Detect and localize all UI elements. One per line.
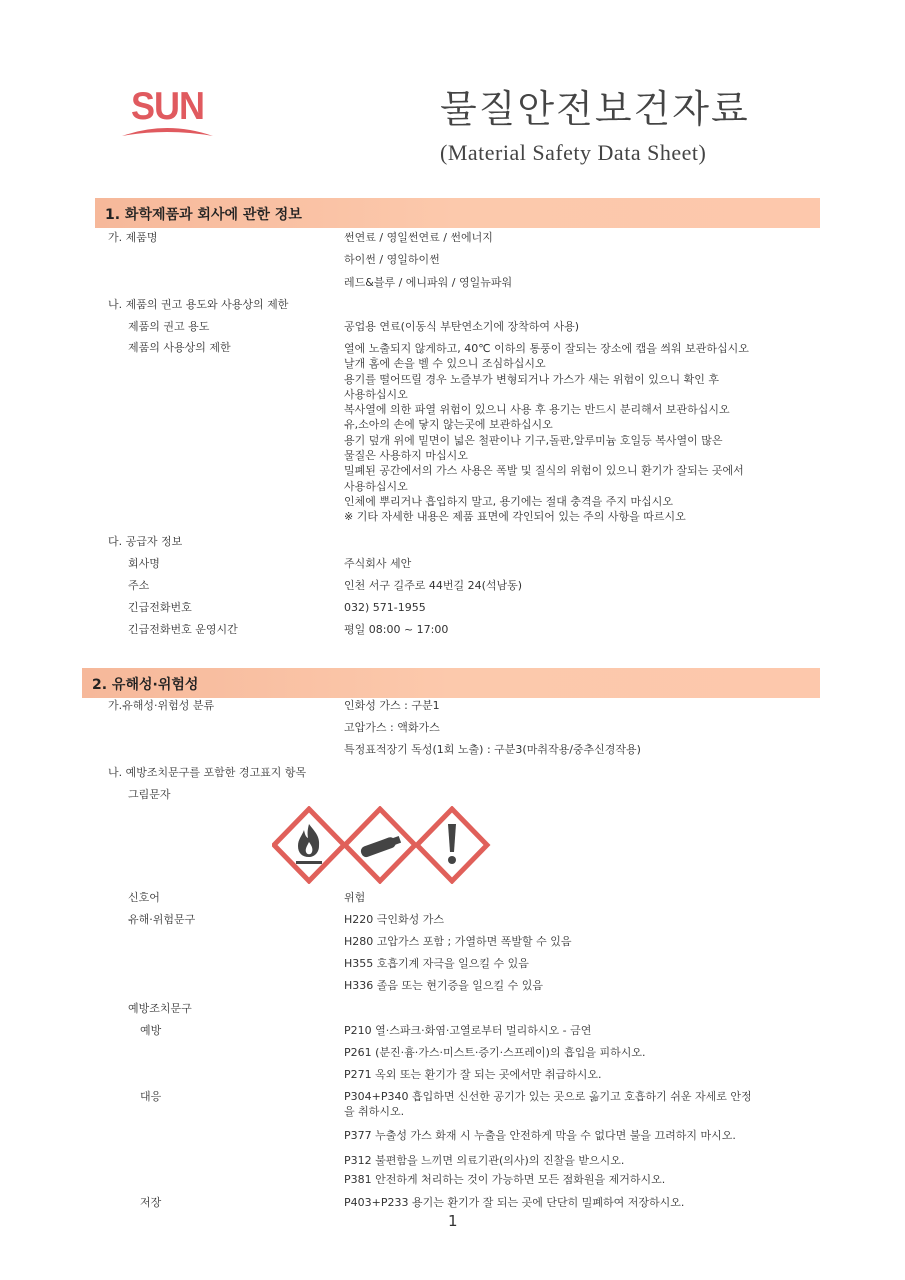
classification-label: 가.유해성·위험성 분류 xyxy=(108,699,215,712)
response-statement: P381 안전하게 처리하는 것이 가능하면 모든 점화원을 제거하시오. xyxy=(344,1173,666,1186)
company-label: 회사명 xyxy=(128,557,160,570)
hazard-statement: H336 졸음 또는 현기증을 일으킬 수 있음 xyxy=(344,979,544,992)
hazard-statement: H220 극인화성 가스 xyxy=(344,913,445,926)
restriction-text xyxy=(344,341,749,525)
section-1-header xyxy=(95,198,820,228)
exclamation-icon xyxy=(417,809,487,881)
hazard-statement: H280 고압가스 포함 ; 가열하면 폭발할 수 있음 xyxy=(344,935,572,948)
address-label: 주소 xyxy=(128,579,150,592)
company-value: 주식회사 세안 xyxy=(344,557,412,570)
address-value: 인천 서구 길주로 44번길 24(석남동) xyxy=(344,579,523,592)
restriction-line: ※ 기타 자세한 내용은 제품 표면에 각인되어 있는 주의 사항을 따르시오 xyxy=(344,510,686,524)
restriction-line: 사용하십시오 xyxy=(344,479,408,493)
section-1-title: 1. 화학제품과 회사에 관한 정보 xyxy=(105,207,302,223)
signal-word-label: 신호어 xyxy=(128,891,160,904)
hours-label: 긴급전화번호 운영시간 xyxy=(128,623,238,636)
restriction-line: 물질은 사용하지 마십시오 xyxy=(344,449,468,463)
prevention-statement: P261 (분진·흄·가스·미스트·증기·스프레이)의 흡입을 피하시오. xyxy=(344,1046,646,1059)
page-number: 1 xyxy=(448,1212,458,1230)
document-subtitle: (Material Safety Data Sheet) xyxy=(440,140,707,165)
phone-value: 032) 571-1955 xyxy=(344,601,426,614)
usage-label: 나. 제품의 권고 용도와 사용상의 제한 xyxy=(108,298,289,311)
response-label: 대응 xyxy=(140,1090,162,1103)
product-name-value: 하이썬 / 영일하이썬 xyxy=(344,253,440,266)
restriction-label: 제품의 사용상의 제한 xyxy=(128,341,231,354)
product-name-value: 레드&블루 / 에니파워 / 영일뉴파워 xyxy=(344,276,513,289)
prevention-statement: P271 옥외 또는 환기가 잘 되는 곳에서만 취급하시오. xyxy=(344,1068,602,1081)
response-statement: P377 누출성 가스 화재 시 누출을 안전하게 막을 수 없다면 불을 끄려하지 마시오. xyxy=(344,1129,736,1142)
restriction-line: 열에 노출되지 않게하고, 40℃ 이하의 통풍이 잘되는 장소에 캡을 씌워 보관하십시오 xyxy=(344,342,749,355)
product-name-value: 썬연료 / 영일썬연료 / 썬에너지 xyxy=(344,231,493,244)
classification-value: 특정표적장기 독성(1회 노출) : 구분3(마취작용/중추신경작용) xyxy=(344,743,641,756)
restriction-line: 복사열에 의한 파열 위험이 있으니 사용 후 용기는 반드시 분리해서 보관하십시오 xyxy=(344,403,730,417)
restriction-line: 용기를 떨어뜨릴 경우 노즐부가 변형되거나 가스가 새는 위험이 있으니 확인 후 xyxy=(344,372,719,386)
restriction-line: 사용하십시오 xyxy=(344,387,408,401)
response-statement: P312 불편함을 느끼면 의료기관(의사)의 진찰을 받으시오. xyxy=(344,1154,625,1167)
recommended-use-value: 공업용 연료(이동식 부탄연소기에 장착하여 사용) xyxy=(344,320,580,333)
gas-cylinder-icon xyxy=(345,809,415,881)
pictogram-label: 그림문자 xyxy=(128,788,171,801)
restriction-line: 용기 덮개 위에 밑면이 넓은 철판이나 기구,돌판,알루미늄 호일등 복사열이 많은 xyxy=(344,433,723,447)
response-statement: 을 취하시오. xyxy=(344,1105,405,1118)
supplier-label: 다. 공급자 정보 xyxy=(108,535,183,548)
restriction-line: 밀폐된 공간에서의 가스 사용은 폭발 및 질식의 위험이 있으니 환기가 잘되는 곳에서 xyxy=(344,464,744,478)
hours-value: 평일 08:00 ~ 17:00 xyxy=(344,623,449,636)
ghs-pictograms xyxy=(272,806,492,884)
restriction-line: 날개 홈에 손을 벨 수 있으니 조심하십시오 xyxy=(344,357,546,371)
flame-icon xyxy=(274,809,344,881)
hazard-statements-label: 유해·위험문구 xyxy=(128,913,196,926)
signal-word-value: 위험 xyxy=(344,891,366,904)
sun-logo xyxy=(120,83,215,140)
document-title: 물질안전보건자료 xyxy=(440,87,750,131)
product-name-label: 가. 제품명 xyxy=(108,231,158,244)
storage-label: 저장 xyxy=(140,1196,162,1209)
label-elements-label: 나. 예방조치문구를 포함한 경고표지 항목 xyxy=(108,766,307,779)
logo-text: SUN xyxy=(130,83,204,128)
response-statement: P304+P340 흡입하면 신선한 공기가 있는 곳으로 옮기고 호흡하기 쉬운 자세로 안정 xyxy=(344,1090,752,1103)
prevention-label: 예방 xyxy=(140,1024,162,1037)
recommended-use-label: 제품의 권고 용도 xyxy=(128,320,210,333)
section-2-header xyxy=(82,668,820,698)
section-2-title: 2. 유해성·위험성 xyxy=(92,677,199,693)
restriction-line: 인체에 뿌리거나 흡입하지 말고, 용기에는 절대 충격을 주지 마십시오 xyxy=(344,494,673,508)
precaution-label: 예방조치문구 xyxy=(128,1002,192,1015)
hazard-statement: H355 호흡기계 자극을 일으킬 수 있음 xyxy=(344,957,529,970)
classification-value: 고압가스 : 액화가스 xyxy=(344,721,440,734)
storage-statement: P403+P233 용기는 환기가 잘 되는 곳에 단단히 밀폐하여 저장하시오. xyxy=(344,1196,685,1209)
logo-arc-icon xyxy=(120,122,215,138)
restriction-line: 유,소아의 손에 닿지 않는곳에 보관하십시오 xyxy=(344,418,553,432)
classification-value: 인화성 가스 : 구분1 xyxy=(344,699,440,712)
prevention-statement: P210 열·스파크·화염·고열로부터 멀리하시오 - 금연 xyxy=(344,1024,592,1037)
phone-label: 긴급전화번호 xyxy=(128,601,192,614)
